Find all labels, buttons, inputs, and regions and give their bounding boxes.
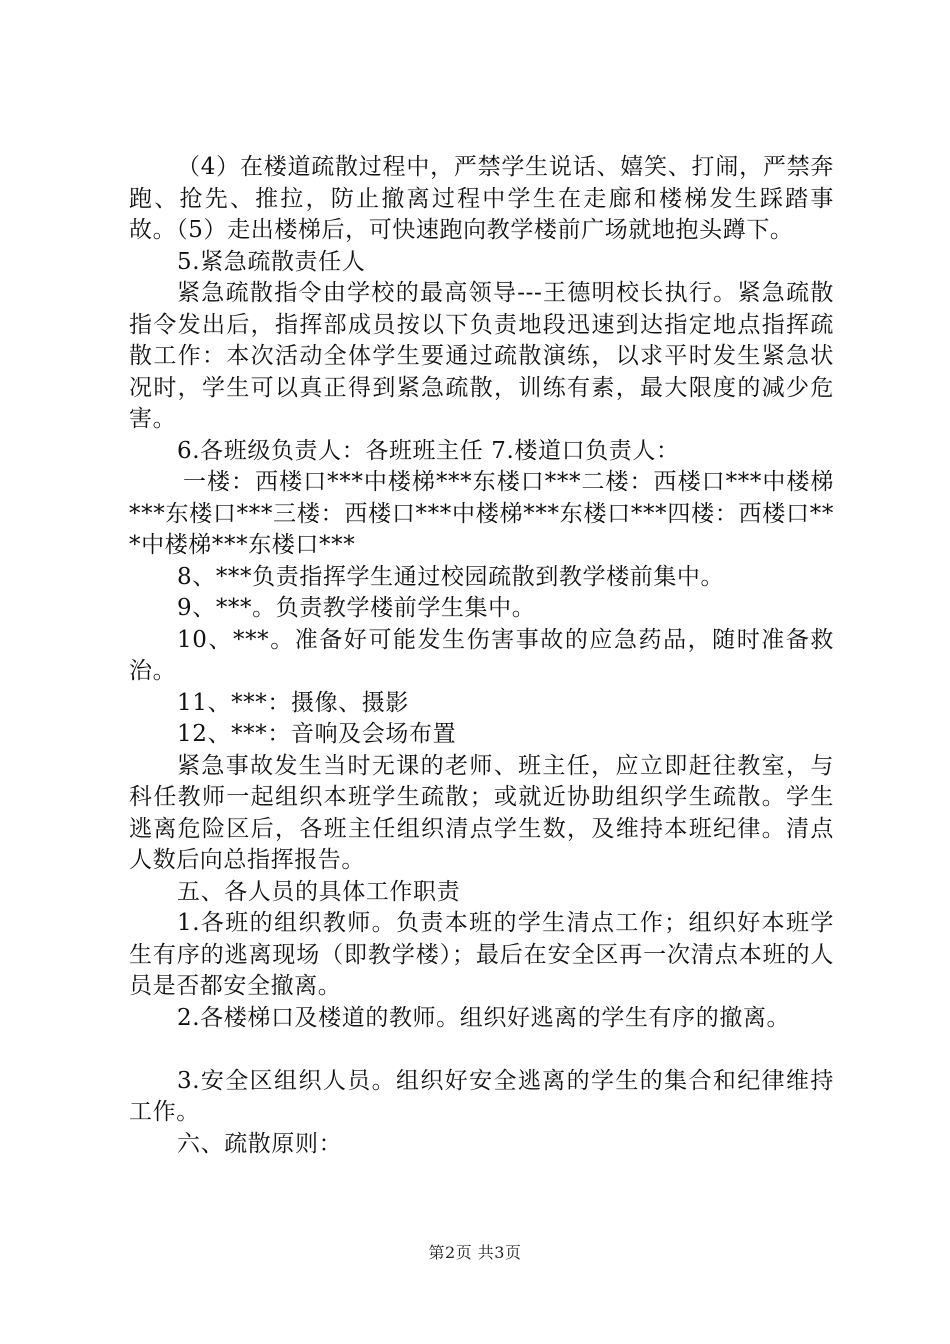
paragraph-item-11: 11、***：摄像、摄影 — [177, 689, 409, 716]
heading-section-six: 六、疏散原则： — [177, 1130, 343, 1157]
paragraph-duty-3: 3.安全区组织人员。组织好安全逃离的学生的集合和纪律维持工作。 — [129, 1067, 834, 1125]
document-body — [129, 152, 834, 1160]
paragraph-teacher-duties: 紧急事故发生当时无课的老师、班主任，应立即赶往教室，与科任教师一起组织本班学生疏散；或就近协助组织学生疏散。学生逃离危险区后，各班主任组织清点学生数，及维持本班纪律。清点人数后向总指挥报告。 — [129, 752, 834, 873]
paragraph-class-responsible: 6.各班级负责人：各班班主任 7.楼道口负责人： — [177, 437, 680, 464]
page-footer: 第2页 共3页 — [428, 1243, 522, 1262]
paragraph-duty-1: 1.各班的组织教师。负责本班的学生清点工作；组织好本班学生有序的逃离现场（即教学楼）；最后在安全区再一次清点本班的人员是否都安全撤离。 — [129, 910, 834, 999]
paragraph-stairwell-rules: （4）在楼道疏散过程中，严禁学生说话、嬉笑、打闹，严禁奔跑、抢先、推拉，防止撤离过程中学生在走廊和楼梯发生踩踏事故。（5）走出楼梯后，可快速跑向教学楼前广场就地抱头蹲下。 — [129, 154, 834, 243]
blank-line — [129, 1034, 834, 1066]
paragraph-duty-2: 2.各楼梯口及楼道的教师。组织好逃离的学生有序的撤离。 — [177, 1004, 791, 1031]
paragraph-item-10: 10、***。准备好可能发生伤害事故的应急药品，随时准备救治。 — [129, 626, 834, 684]
heading-section-five: 五、各人员的具体工作职责 — [177, 878, 461, 905]
paragraph-item-9: 9、***。负责教学楼前学生集中。 — [177, 595, 536, 621]
paragraph-evacuation-command: 紧急疏散指令由学校的最高领导---王德明校长执行。紧急疏散指令发出后，指挥部成员按以下负责地段迅速到达指定地点指挥疏散工作：本次活动全体学生要通过疏散演练，以求平时发生紧急状况时，学生可以真正得到紧急疏散，训练有素，最大限度的减少危害。 — [129, 280, 834, 432]
heading-evacuation-responsible: 5.紧急疏散责任人 — [177, 248, 366, 275]
paragraph-floor-assignments: 一楼：西楼口***中楼梯***东楼口***二楼：西楼口***中楼梯***东楼口***三楼：西楼口***中楼梯***东楼口***四楼：西楼口***中楼梯***东楼口*** — [129, 469, 834, 558]
paragraph-item-12: 12、***：音响及会场布置 — [177, 721, 457, 747]
paragraph-item-8: 8、***负责指挥学生通过校园疏散到教学楼前集中。 — [177, 563, 725, 590]
